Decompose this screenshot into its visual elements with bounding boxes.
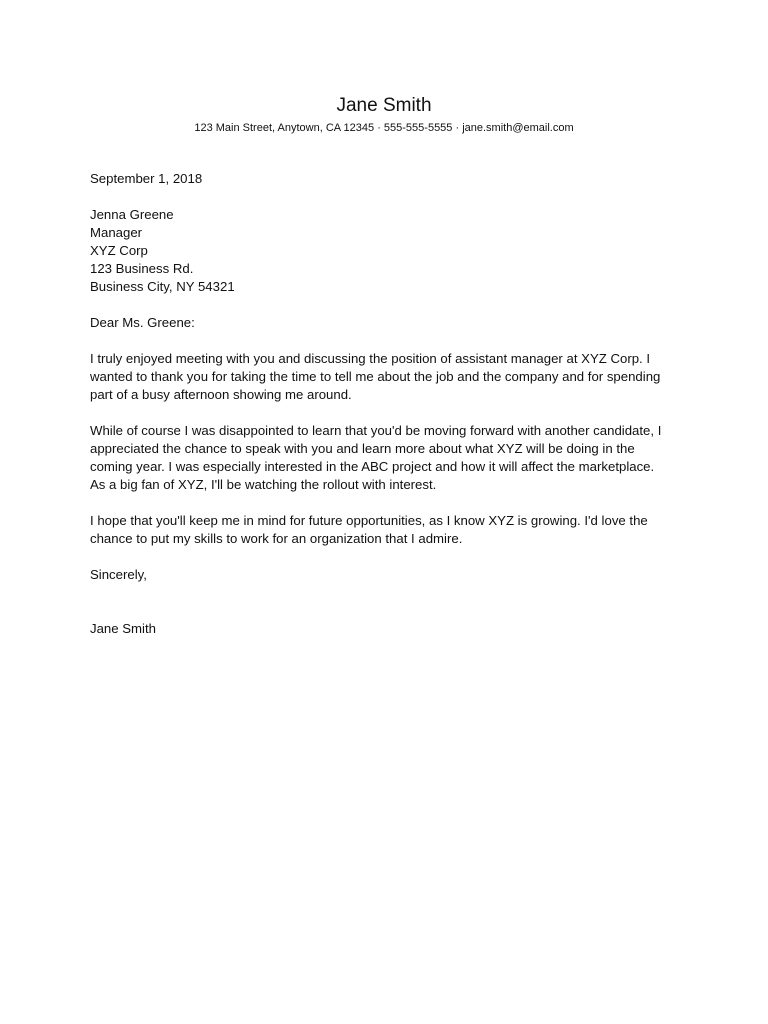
paragraph-line: As a big fan of XYZ, I'll be watching the rollout with interest. [90, 477, 437, 492]
paragraph-line: While of course I was disappointed to learn that you'd be moving forward with another candidate, I [90, 423, 662, 438]
paragraph-line: I hope that you'll keep me in mind for future opportunities, as I know XYZ is growing. I'd love the [90, 513, 648, 528]
sender-name: Jane Smith [336, 95, 432, 116]
paragraph-line: I truly enjoyed meeting with you and discussing the position of assistant manager at XYZ Corp. I [90, 351, 651, 366]
recipient-address-line2: Business City, NY 54321 [90, 279, 235, 294]
letter-header [0, 94, 768, 135]
paragraph-line: chance to put my skills to work for an organization that I admire. [90, 531, 463, 546]
letter-date: September 1, 2018 [90, 171, 203, 186]
sender-contact-info: 123 Main Street, Anytown, CA 12345 · 555-555-5555 · jane.smith@email.com [194, 122, 574, 134]
paragraph-line: appreciated the chance to speak with you and learn more about what XYZ will be doing in the [90, 441, 635, 456]
paragraph-1 [90, 350, 690, 404]
closing: Sincerely, [90, 567, 147, 582]
paragraph-2 [90, 422, 690, 494]
letter-body [90, 170, 690, 638]
signature-name: Jane Smith [90, 621, 156, 636]
paragraph-3 [90, 512, 690, 548]
paragraph-line: coming year. I was especially interested in the ABC project and how it will affect the marketplace. [90, 459, 655, 474]
recipient-address-line1: 123 Business Rd. [90, 261, 194, 276]
paragraph-line: part of a busy afternoon showing me around. [90, 387, 352, 402]
paragraph-line: wanted to thank you for taking the time to tell me about the job and the company and for spending [90, 369, 661, 384]
recipient-title: Manager [90, 225, 143, 240]
recipient-name: Jenna Greene [90, 207, 174, 222]
recipient-block [90, 206, 690, 296]
recipient-company: XYZ Corp [90, 243, 148, 258]
salutation: Dear Ms. Greene: [90, 315, 195, 330]
